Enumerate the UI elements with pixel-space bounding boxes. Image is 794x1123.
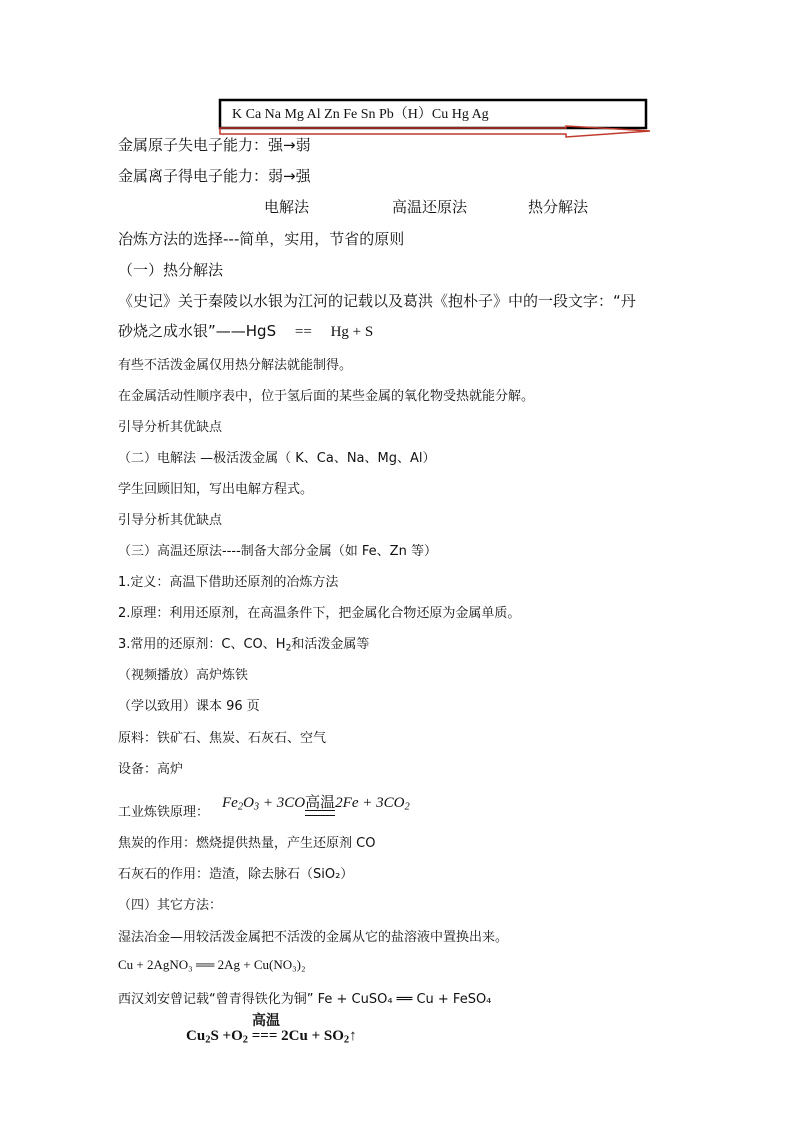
reductants-rest: 和活泼金属等 xyxy=(291,637,370,652)
section-3-heading: （三）高温还原法----制备大部分金属（如 Fe、Zn 等） xyxy=(118,544,437,559)
shiji-line-2 xyxy=(118,320,373,341)
reductants-line xyxy=(118,633,369,652)
iron-principle-label: 工业炼铁原理： xyxy=(118,805,210,820)
textbook-line: （学以致用）课本 96 页 xyxy=(118,699,260,714)
section-4-heading: （四）其它方法： xyxy=(118,898,223,913)
inactive-metals-line: 有些不活泼金属仅用热分解法就能制得。 xyxy=(118,358,353,373)
limestone-role-line: 石灰石的作用：造渣，除去脉石（SiO₂） xyxy=(118,867,354,882)
guide-line-2: 引导分析其优缺点 xyxy=(118,513,223,528)
reductants-sub: 2 xyxy=(285,643,292,654)
shiji-equals: == xyxy=(294,324,312,340)
after-hydrogen-line: 在金属活动性顺序表中，位于氢后面的某些金属的氧化物受热就能分解。 xyxy=(118,389,535,404)
cu2s-equation: $Cu_2S +O_2$ === $2Cu + SO_2↑$ xyxy=(186,1028,357,1046)
iron-equation xyxy=(222,791,410,812)
section-1-heading: （一）热分解法 xyxy=(118,261,224,279)
method-thermal-decomposition: 热分解法 xyxy=(528,198,589,216)
iron-eq-products: $2Fe + 3CO_2$ xyxy=(335,795,410,813)
activity-series-text: K Ca Na Mg Al Zn Fe Sn Pb（H）Cu Hg Ag xyxy=(232,107,489,122)
method-electrolysis: 电解法 xyxy=(264,198,310,216)
method-high-temp-reduction: 高温还原法 xyxy=(392,198,468,216)
reductants-text: 3.常用的还原剂：C、CO、H xyxy=(118,637,286,652)
video-line: （视频播放）高炉炼铁 xyxy=(118,668,249,683)
iron-eq-reactant-1: $Fe_2O_3 + 3CO$ xyxy=(222,795,306,813)
definition-line: 1.定义：高温下借助还原剂的冶炼方法 xyxy=(118,575,339,590)
principle-line: 2.原理：利用还原剂，在高温条件下，把金属化合物还原为金属单质。 xyxy=(118,606,521,621)
guide-line-1: 引导分析其优缺点 xyxy=(118,420,223,435)
shiji-products: Hg + S xyxy=(330,324,374,340)
lose-electron-line: 金属原子失电子能力：强→弱 xyxy=(118,136,311,154)
method-choice-line: 冶炼方法的选择---简单，实用，节省的原则 xyxy=(118,230,405,248)
iron-eq-condition: 高温 xyxy=(305,791,335,812)
shiji-line-1: 《史记》关于秦陵以水银为江河的记载以及葛洪《抱朴子》中的一段文字：“丹 xyxy=(118,292,636,310)
wet-metallurgy-line: 湿法冶金—用较活泼金属把不活泼的金属从它的盐溶液中置换出来。 xyxy=(118,930,509,945)
equipment-line: 设备：高炉 xyxy=(118,762,184,777)
coke-role-line: 焦炭的作用：燃烧提供热量，产生还原剂 CO xyxy=(118,836,376,851)
shiji-line-2-text: 砂烧之成水银”——HgS xyxy=(118,322,277,340)
cu-agno3-equation: Cu + 2AgNO₃ ══ 2Ag + Cu(NO₃)₂ xyxy=(118,957,306,972)
liu-an-line: 西汉刘安曾记载“曾青得铁化为铜” Fe + CuSO₄ ══ Cu + FeSO₄ xyxy=(118,992,492,1007)
materials-line: 原料：铁矿石、焦炭、石灰石、空气 xyxy=(118,731,327,746)
gain-electron-line: 金属离子得电子能力：弱→强 xyxy=(118,167,311,185)
section-2-heading: （二）电解法 —极活泼金属（ K、Ca、Na、Mg、Al） xyxy=(118,451,436,466)
students-review-line: 学生回顾旧知，写出电解方程式。 xyxy=(118,482,314,497)
cu2s-condition: 高温 xyxy=(252,1013,280,1029)
